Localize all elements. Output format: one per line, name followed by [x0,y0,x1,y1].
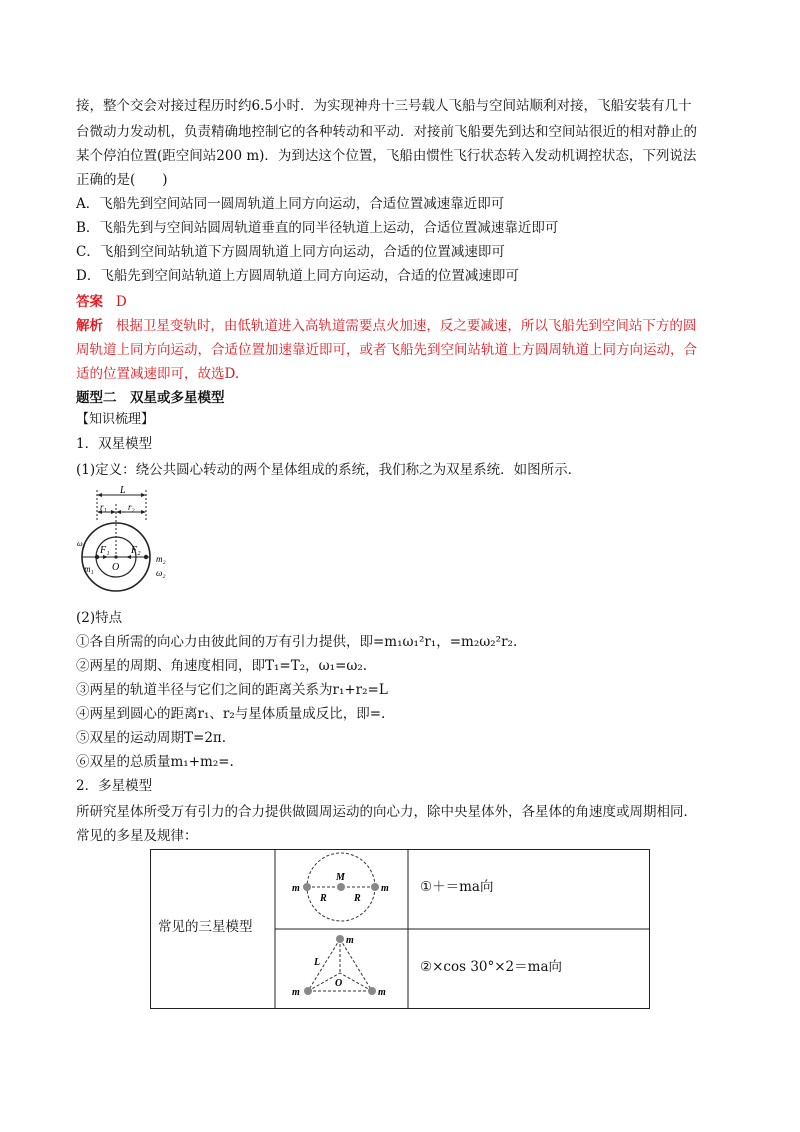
feature-5: ⑤双星的运动周期T=2π. [76,730,227,746]
question-line-4: 正确的是( ) [76,172,168,188]
formula-row-1: ①＋＝ma向 [420,879,494,895]
label-F1: F₁ [100,545,110,556]
label-O: O [112,562,120,573]
fig1-M: M [336,872,345,883]
binary-heading: 1．双星模型 [76,436,153,452]
formula-row-2: ②×cos 30°×2＝ma向 [420,959,563,975]
question-line-1: 接，整个交会对接过程历时约6.5小时．为实现神舟十三号载人飞船与空间站顺利对接，飞船安装有几十 [76,98,692,114]
analysis-label: 解析 [76,318,103,334]
star-bottom-right [368,987,376,995]
analysis-line-3: 适的位置减速即可，故选D. [76,366,240,382]
fig2-L: L [314,957,321,968]
linear-three-star-figure [278,851,406,927]
feature-2: ②两星的周期、角速度相同，即T₁=T₂，ω₁=ω₂. [76,658,368,674]
section-title: 题型二 双星或多星模型 [76,390,225,406]
three-star-label: 常见的三星模型 [158,919,253,935]
knowledge-heading: 【知识梳理】 [76,412,155,427]
star-bottom-left [304,987,312,995]
answer-label: 答案 [76,294,103,310]
fig2-m-left: m [292,987,300,998]
option-a: A．飞船先到空间站同一圆周轨道上同方向运动，合适位置减速靠近即可 [76,196,505,212]
label-w1: ω₁ [77,539,86,548]
label-r2: r₂ [128,502,135,512]
fig2-m-top: m [346,935,354,946]
multi-star-text-1: 所研究星体所受万有引力的合力提供做圆周运动的向心力，除中央星体外，各星体的角速度或周期相同． [76,804,697,820]
label-m2: m₂ [156,554,166,564]
feature-1: ①各自所需的向心力由彼此间的万有引力提供，即=m₁ω₁²r₁，=m₂ω₂²r₂. [76,634,518,650]
analysis-line-2: 周轨道上同方向运动，合适位置加速靠近即可，或者飞船先到空间站轨道上方圆周轨道上同方向运动，合 [76,342,697,358]
label-m1: m₁ [84,564,94,574]
analysis-line-1 [76,316,696,336]
option-d: D．飞船先到空间站轨道上方圆周轨道上同方向运动，合适的位置减速即可 [76,268,519,284]
label-F2: F₂ [131,545,141,556]
feature-6: ⑥双星的总质量m₁+m₂=. [76,754,234,770]
feature-3: ③两星的轨道半径与它们之间的距离关系为r₁+r₂=L [76,682,388,698]
question-line-3: 某个停泊位置(距空间站200 m)．为到达这个位置，飞船由惯性飞行状态转入发动机调控状态，下列说法 [76,148,697,164]
fig2-m-right: m [378,987,386,998]
label-r1: r₁ [100,502,107,512]
features-heading: (2)特点 [76,610,123,626]
star-center [337,883,345,891]
fig1-R-right: R [354,893,361,904]
option-b: B．飞船先到与空间站圆周轨道垂直的同半径轨道上运动，合适位置减速靠近即可 [76,220,559,236]
triangle-three-star-figure [278,931,406,1007]
binary-definition: (1)定义：绕公共圆心转动的两个星体组成的系统，我们称之为双星系统．如图所示． [76,462,582,478]
star-left [303,883,311,891]
feature-4: ④两星到圆心的距离r₁、r₂与星体质量成反比，即=. [76,706,386,722]
answer-line [76,292,127,312]
star-right [371,883,379,891]
answer-value: D [115,294,127,310]
label-w2: ω₂ [156,568,166,578]
label-L: L [120,485,126,496]
analysis-text-1: 根据卫星变轨时，由低轨道进入高轨道需要点火加速，反之要减速，所以飞船先到空间站下方的圆 [115,318,697,334]
star-top [336,935,344,943]
multi-star-text-2: 常见的多星及规律： [76,828,198,844]
multi-star-heading: 2．多星模型 [76,778,153,794]
option-c: C．飞船到空间站轨道下方圆周轨道上同方向运动，合适的位置减速即可 [76,244,505,260]
binary-star-diagram [76,482,186,594]
fig1-R-left: R [320,893,327,904]
three-star-table [150,849,650,1009]
question-line-2: 台微动力发动机，负责精确地控制它的各种转动和平动．对接前飞船要先到达和空间站很近的相对静止的 [76,124,697,140]
fig1-m-right: m [381,883,389,894]
fig1-m-left: m [292,883,300,894]
fig2-O: O [335,978,343,989]
